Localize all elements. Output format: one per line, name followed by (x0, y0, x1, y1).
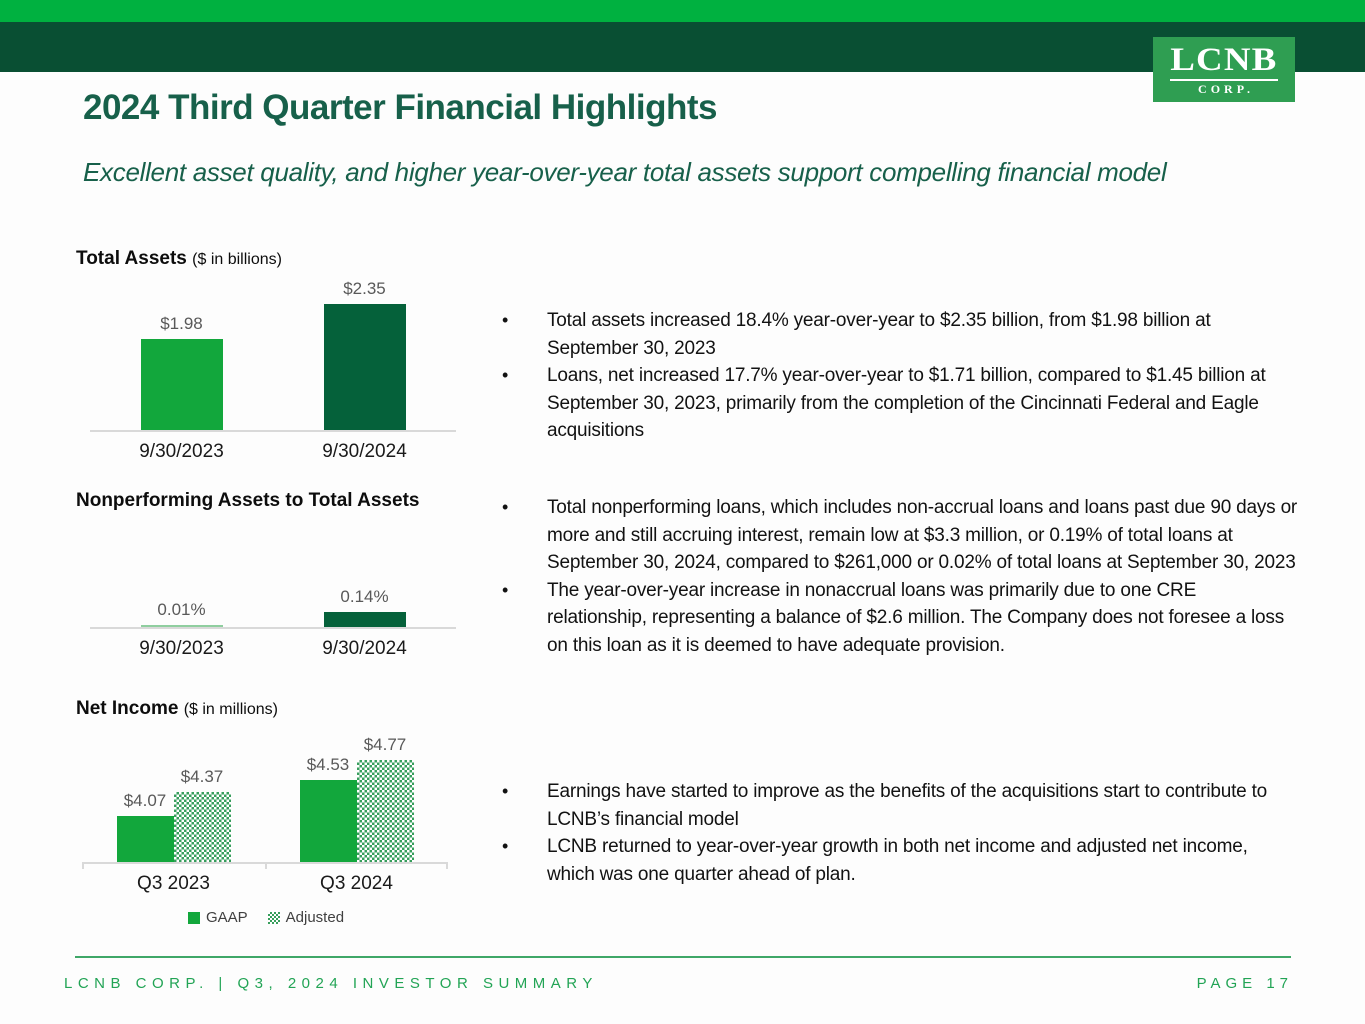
plot-area (90, 512, 456, 627)
x-axis-label: 9/30/2024 (322, 638, 407, 659)
chart-units: ($ in millions) (183, 701, 278, 718)
net-income-chart (76, 698, 456, 926)
logo-wordmark: LCNB (1170, 42, 1278, 78)
bar-value-label: $2.35 (343, 279, 386, 298)
legend-label: GAAP (205, 909, 248, 926)
plot-area (82, 720, 448, 862)
bar-column (90, 600, 273, 627)
bullet-item: • The year-over-year increase in nonaccrual loans was primarily due to one CRE relationship, representing a balance of $2.6 million. The Company does not foresee a loss on this loan as it is deemed to have adequate provision. (500, 577, 1300, 660)
bar-adjusted-q3-2023 (174, 792, 231, 862)
bullet-item: • Earnings have started to improve as the benefits of the acquisitions start to contribute to LCNB’s financial model (500, 778, 1300, 833)
bar-value-label: $1.98 (160, 314, 203, 333)
adjusted-swatch-icon (268, 912, 280, 924)
footer-divider (75, 956, 1291, 958)
bar-column (265, 735, 448, 862)
bullet-item: • Loans, net increased 17.7% year-over-year to $1.71 billion, compared to $1.45 billion at September 30, 2023, primarily from the completion of the Cincinnati Federal and Eagle acquisitions (500, 362, 1300, 445)
chart-title (76, 698, 456, 720)
x-axis-label: 9/30/2024 (322, 441, 407, 462)
bar-value-label: 0.14% (340, 587, 389, 606)
bar-adjusted-q3-2024 (357, 760, 414, 862)
x-axis-label: Q3 2023 (137, 873, 210, 894)
bar-column (273, 279, 456, 430)
page-title: 2024 Third Quarter Financial Highlights (83, 88, 717, 127)
x-axis-labels (90, 629, 456, 660)
total-assets-chart (76, 248, 456, 463)
bar-9-30-2024 (324, 612, 406, 627)
chart-title-text: Net Income (76, 698, 179, 719)
logo-divider (1170, 79, 1278, 81)
chart-title-text: Nonperforming Assets to Total Assets (76, 490, 420, 511)
bar-column (90, 314, 273, 430)
bar-value-label: $4.37 (180, 767, 224, 786)
x-axis-label: 9/30/2023 (139, 638, 224, 659)
chart-units: ($ in billions) (192, 251, 282, 268)
x-axis-line (90, 627, 456, 629)
lcnb-logo (1153, 37, 1295, 102)
x-axis-labels (90, 432, 456, 463)
page-subtitle: Excellent asset quality, and higher year-over-year total assets support compelling financial model (83, 157, 1167, 187)
bullet-item: • LCNB returned to year-over-year growth in both net income and adjusted net income, which was one quarter ahead of plan. (500, 833, 1300, 888)
bar-value-label: $4.07 (123, 791, 167, 810)
x-axis-label: 9/30/2023 (139, 441, 224, 462)
bullet-group-assets (500, 307, 1300, 445)
bar-value-label: $4.77 (363, 735, 407, 754)
bar-9-30-2024 (324, 304, 406, 430)
bar-gaap-q3-2023 (117, 816, 174, 862)
legend-item-gaap (188, 909, 248, 926)
bar-column (82, 767, 265, 862)
plot-area (90, 270, 456, 430)
axis-mid-tick (265, 862, 267, 869)
top-accent-strip (0, 0, 1365, 22)
page-number: PAGE 17 (1196, 975, 1293, 992)
chart-legend (76, 909, 456, 926)
bar-value-label: $4.53 (306, 755, 350, 774)
bullet-group-nonperforming (500, 494, 1300, 659)
chart-title (76, 490, 456, 512)
legend-label: Adjusted (285, 909, 345, 926)
bullet-group-earnings (500, 778, 1300, 888)
x-axis-line (90, 430, 456, 432)
bar-value-label: 0.01% (157, 600, 206, 619)
bar-column (273, 587, 456, 627)
gaap-swatch-icon (188, 912, 200, 924)
legend-item-adjusted (268, 909, 344, 926)
chart-title (76, 248, 456, 270)
logo-corp-label: CORP. (1198, 82, 1254, 96)
bar-9-30-2023 (141, 339, 223, 430)
bullet-item: • Total assets increased 18.4% year-over-year to $2.35 billion, from $1.98 billion at September 30, 2023 (500, 307, 1300, 362)
x-axis-label: Q3 2024 (320, 873, 393, 894)
x-axis-line (82, 862, 448, 864)
chart-title-text: Total Assets (76, 248, 187, 269)
footer-source-label: LCNB CORP. | Q3, 2024 INVESTOR SUMMARY (64, 975, 598, 992)
bar-gaap-q3-2024 (300, 780, 357, 862)
nonperforming-assets-chart (76, 490, 456, 660)
bullet-item: • Total nonperforming loans, which includes non-accrual loans and loans past due 90 days or more and still accruing interest, remain low at $3.3 million, or 0.19% of total loans at September 30, 2024, compared to $261,000 or 0.02% of total loans at September 30, 2023 (500, 494, 1300, 577)
